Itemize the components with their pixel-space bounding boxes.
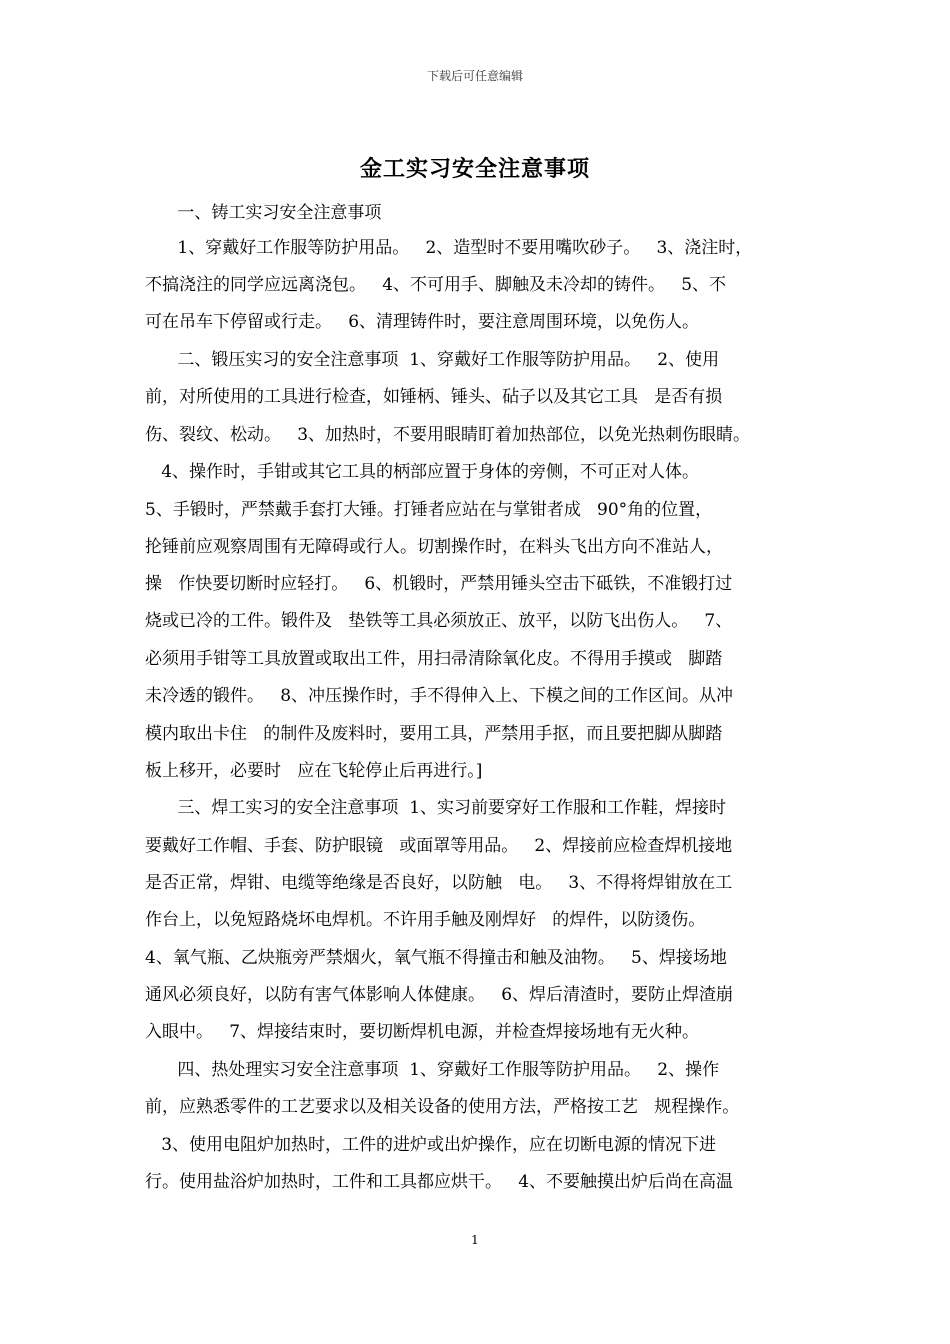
- text-line: 模内取出卡住 的制件及废料时，要用工具，严禁用手抠，而且要把脚从脚踏: [145, 724, 723, 744]
- text-line: 3、使用电阻炉加热时，工件的进炉或出炉操作，应在切断电源的情况下进: [145, 1135, 717, 1155]
- page-number: 1: [471, 1233, 479, 1247]
- text-line: 4、氧气瓶、乙炔瓶旁严禁烟火，氧气瓶不得撞击和触及油物。 5、焊接场地: [145, 948, 727, 968]
- text-line: 抡锤前应观察周围有无障碍或行人。切割操作时，在料头飞出方向不准站人，: [145, 537, 723, 557]
- text-line: 必须用手钳等工具放置或取出工件，用扫帚清除氧化皮。不得用手摸或 脚踏: [145, 649, 723, 669]
- text-line: 一、铸工实习安全注意事项: [145, 203, 382, 223]
- text-line: 入眼中。 7、焊接结束时，要切断焊机电源，并检查焊接场地有无火种。: [145, 1022, 700, 1042]
- text-line: 行。使用盐浴炉加热时，工件和工具都应烘干。 4、不要触摸出炉后尚在高温: [145, 1172, 734, 1192]
- text-line: 1、穿戴好工作服等防护用品。 2、造型时不要用嘴吹砂子。 3、浇注时，: [145, 238, 753, 258]
- text-line: 是否正常，焊钳、电缆等绝缘是否良好，以防触 电。 3、不得将焊钳放在工: [145, 873, 733, 893]
- text-line: 烧或已冷的工件。锻件及 垫铁等工具必须放正、放平，以防飞出伤人。 7、: [145, 611, 733, 631]
- text-line: 未冷透的锻件。 8、冲压操作时，手不得伸入上、下模之间的工作区间。从冲: [145, 686, 734, 706]
- text-line: 操 作快要切断时应轻打。 6、机锻时，严禁用锤头空击下砥铁，不准锻打过: [145, 574, 733, 594]
- text-line: 要戴好工作帽、手套、防护眼镜 或面罩等用品。 2、焊接前应检查焊机接地: [145, 836, 733, 856]
- text-line: 前，应熟悉零件的工艺要求以及相关设备的使用方法，严格按工艺 规程操作。: [145, 1097, 740, 1117]
- text-line: 板上移开，必要时 应在飞轮停止后再进行。]: [145, 761, 483, 781]
- text-line: 不搞浇注的同学应远离浇包。 4、不可用手、脚触及未冷却的铸件。 5、不: [145, 275, 727, 295]
- document-title: 金工实习安全注意事项: [359, 156, 590, 182]
- page-header: 下载后可任意编辑: [426, 69, 523, 83]
- text-line: 前，对所使用的工具进行检查，如锤柄、锤头、砧子以及其它工具 是否有损: [145, 387, 723, 407]
- text-line: 四、热处理实习安全注意事项 1、穿戴好工作服等防护用品。 2、操作: [145, 1060, 720, 1080]
- text-line: 5、手锻时，严禁戴手套打大锤。打锤者应站在与掌钳者成 90°角的位置，: [145, 500, 713, 520]
- text-line: 4、操作时，手钳或其它工具的柄部应置于身体的旁侧，不可正对人体。: [145, 462, 700, 482]
- text-line: 作台上，以免短路烧坏电焊机。不许用手触及刚焊好 的焊件，以防烫伤。: [145, 910, 706, 930]
- text-line: 可在吊车下停留或行走。 6、清理铸件时，要注意周围环境，以免伤人。: [145, 312, 700, 332]
- text-line: 通风必须良好，以防有害气体影响人体健康。 6、焊后清渣时，要防止焊渣崩: [145, 985, 734, 1005]
- text-line: 三、焊工实习的安全注意事项 1、实习前要穿好工作服和工作鞋，焊接时: [145, 798, 727, 818]
- text-line: 二、锻压实习的安全注意事项 1、穿戴好工作服等防护用品。 2、使用: [145, 350, 720, 370]
- text-line: 伤、裂纹、松动。 3、加热时，不要用眼睛盯着加热部位，以免光热刺伤眼睛。: [145, 425, 751, 445]
